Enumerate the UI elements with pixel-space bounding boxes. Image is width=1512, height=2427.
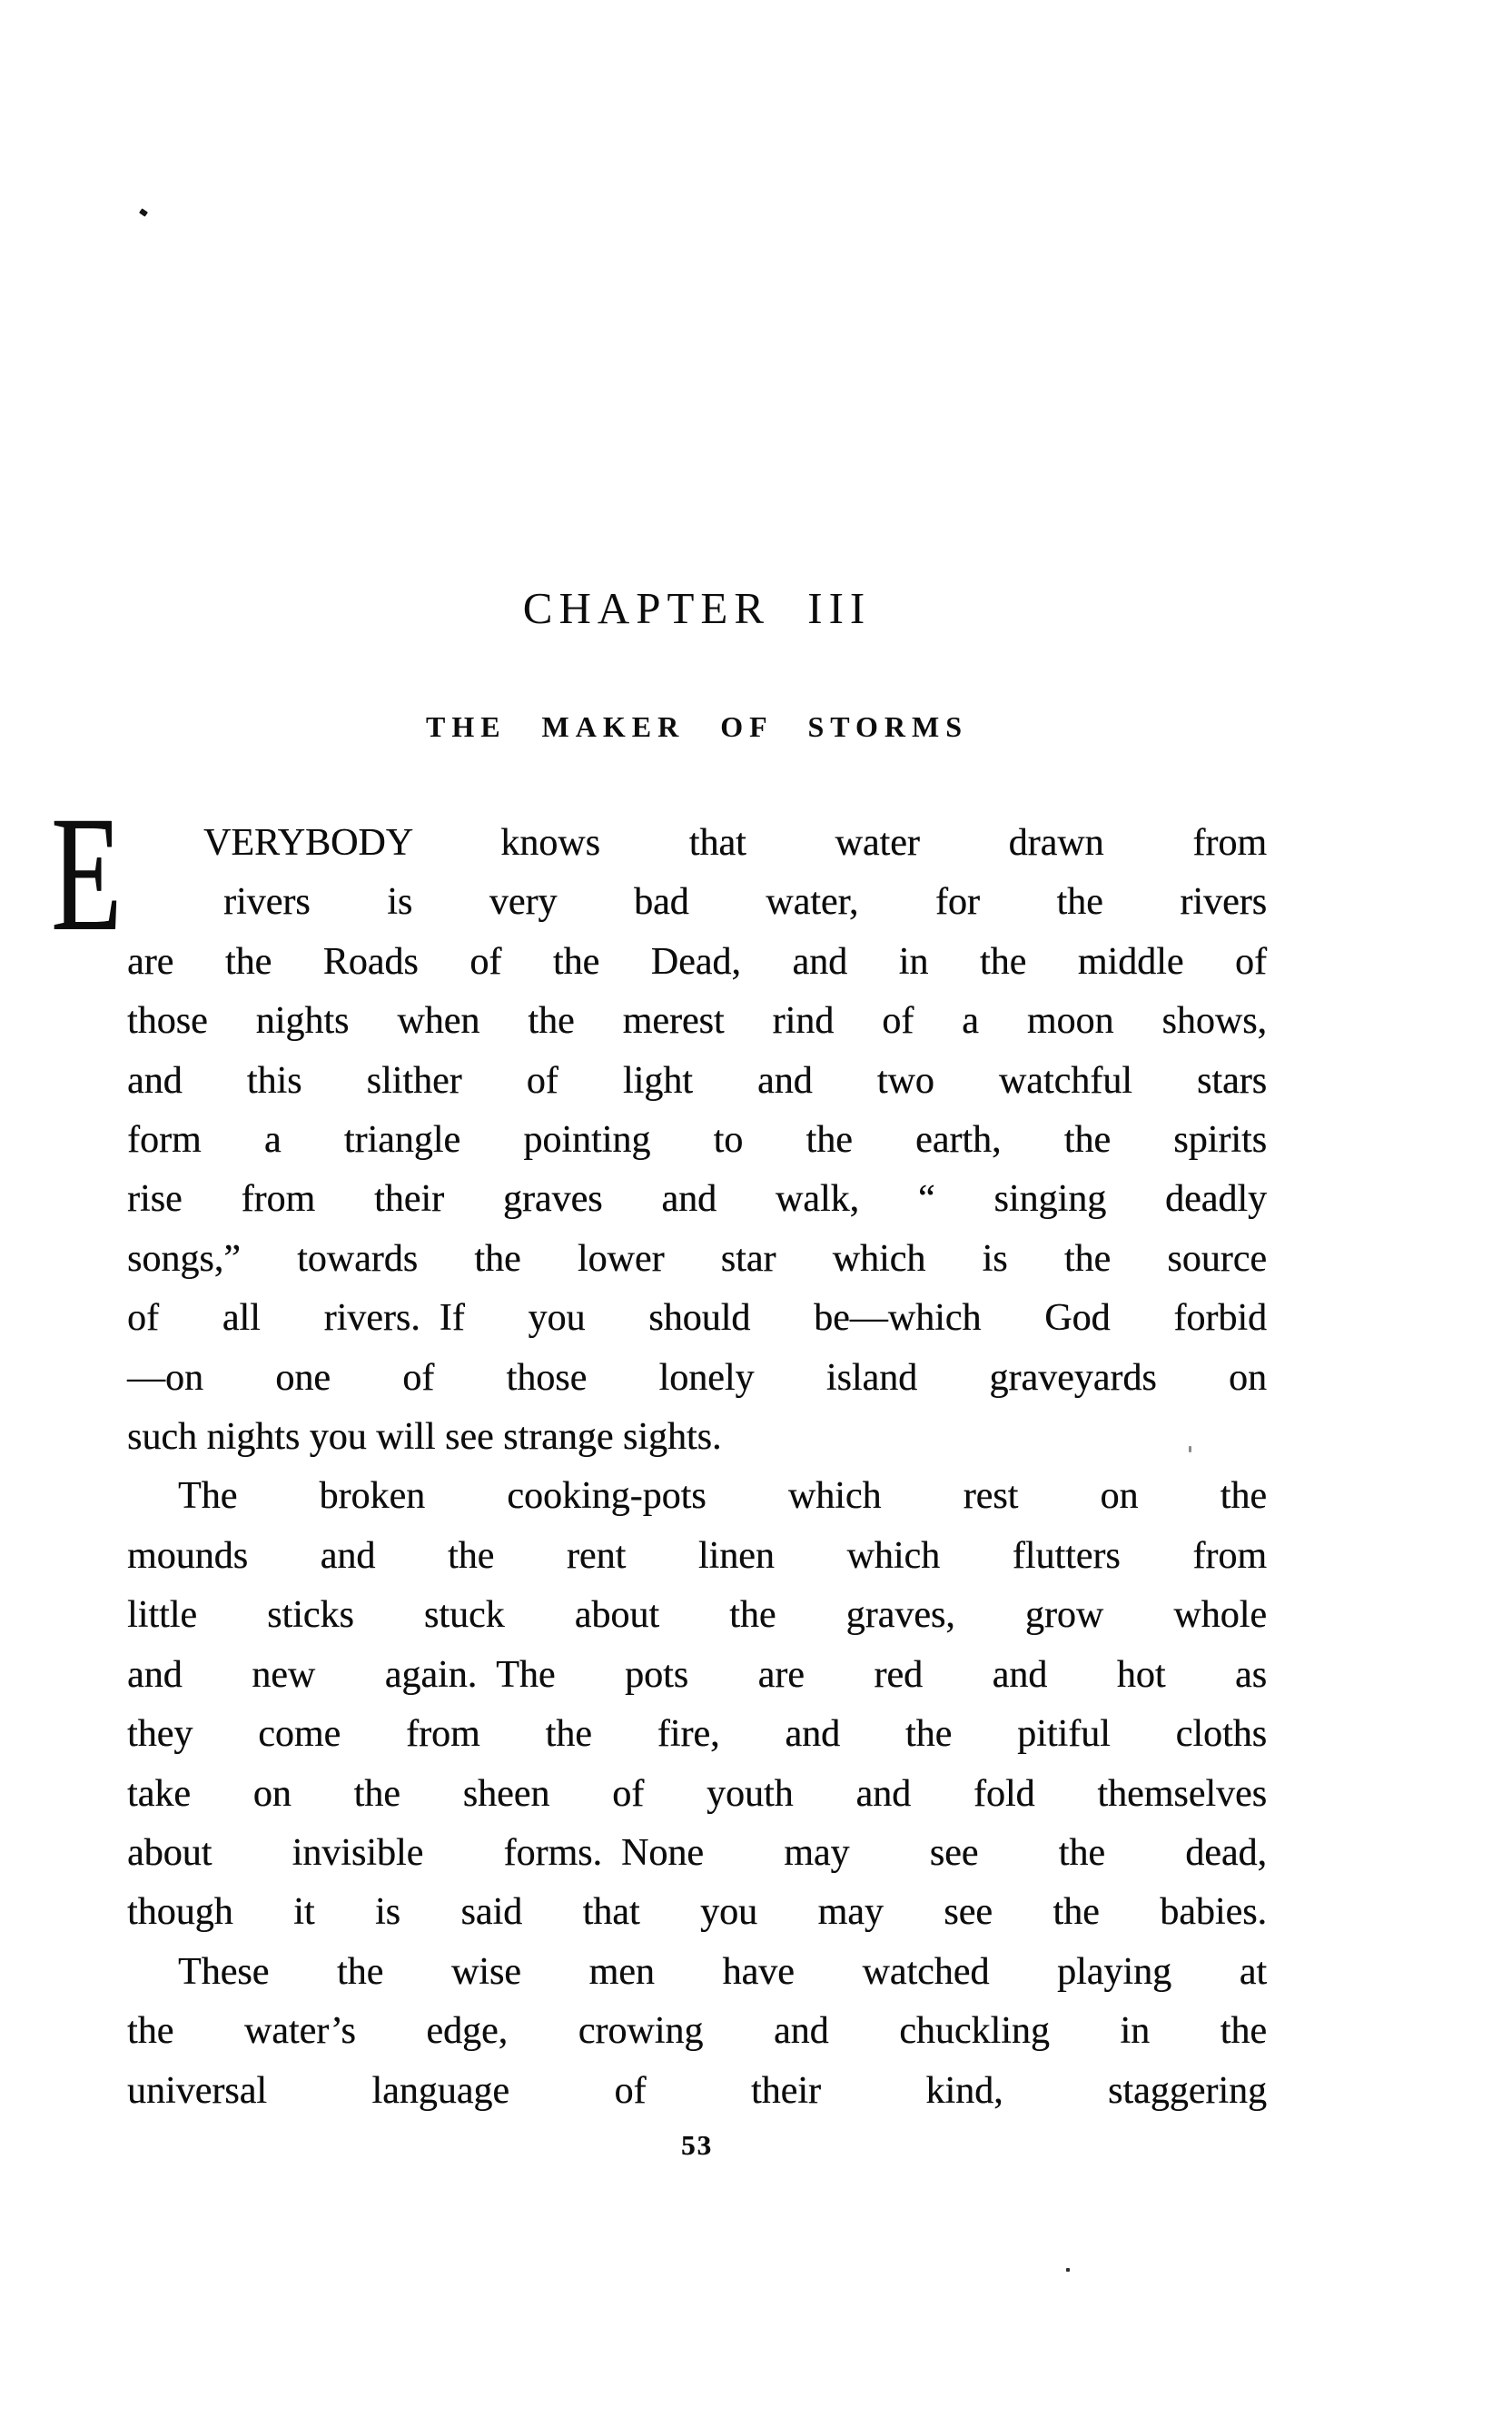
text-line: such nights you will see strange sights. [127, 1416, 722, 1459]
text-line: These the wise men have watched playing at [178, 1950, 1267, 1993]
opening-lines [203, 814, 1267, 933]
text-line: those nights when the merest rind of a moon shows, [127, 1000, 1267, 1043]
text-line: take on the sheen of youth and fold themselves [127, 1772, 1267, 1815]
text-line: and this slither of light and two watchful stars [127, 1059, 1267, 1102]
text-line: songs,” towards the lower star which is the source [127, 1237, 1267, 1280]
chapter-heading: CHAPTER III [522, 583, 872, 633]
body-lines [127, 933, 1267, 2121]
text-line: of all rivers. If you should be—which God forbid [127, 1297, 1267, 1340]
text-line: little sticks stuck about the graves, grow whole [127, 1594, 1267, 1637]
text-line: and new again. The pots are red and hot as [127, 1653, 1267, 1696]
text-line: are the Roads of the Dead, and in the middle of [127, 940, 1267, 983]
text-line: —on one of those lonely island graveyards on [127, 1356, 1267, 1399]
text-line: the water’s edge, crowing and chuckling in the [127, 2010, 1267, 2053]
print-speck [139, 208, 148, 217]
text-line: about invisible forms. None may see the dead, [127, 1831, 1267, 1874]
text-line: form a triangle pointing to the earth, the spirits [127, 1119, 1267, 1162]
text-line: rise from their graves and walk, “ singing deadly [127, 1178, 1267, 1221]
text-line: mounds and the rent linen which flutters from [127, 1534, 1267, 1577]
text-line: The broken cooking-pots which rest on the [178, 1475, 1267, 1518]
text-line: they come from the fire, and the pitiful cloths [127, 1713, 1267, 1756]
page-number: 53 [681, 2129, 713, 2161]
body-text [51, 783, 1267, 2121]
chapter-subtitle: THE MAKER OF STORMS [425, 710, 969, 743]
text-line: rivers is very bad water, for the rivers [223, 881, 1267, 924]
text-line: VERYBODY knows that water drawn from [203, 822, 1267, 864]
text-line: though it is said that you may see the babies. [127, 1891, 1267, 1934]
print-speck [1066, 2268, 1070, 2272]
text-line: universal language of their kind, staggering [127, 2069, 1267, 2112]
dropcap-letter: E [51, 783, 122, 966]
